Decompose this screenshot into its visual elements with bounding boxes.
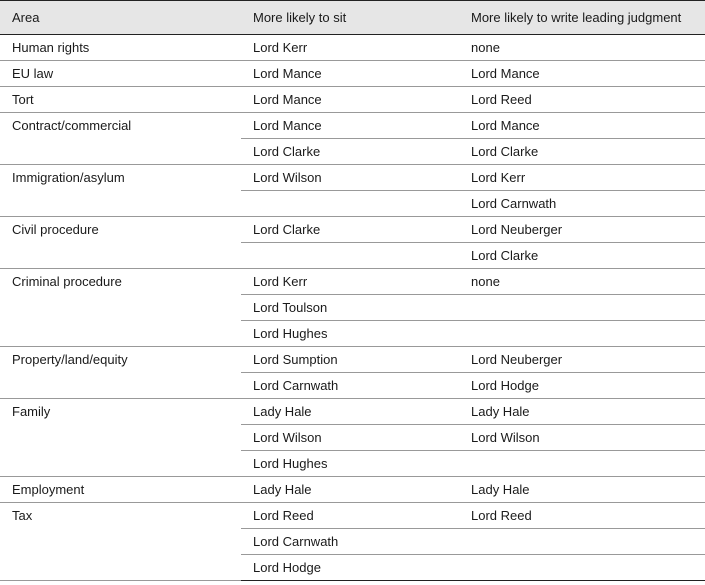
sit-cell: Lord Toulson <box>241 295 459 321</box>
area-cell: Tax <box>0 503 241 581</box>
sit-cell: Lord Mance <box>241 113 459 139</box>
leading-cell <box>459 451 705 477</box>
sit-cell: Lord Kerr <box>241 269 459 295</box>
table-row <box>0 61 705 87</box>
table-row <box>0 35 705 61</box>
sit-cell: Lord Clarke <box>241 217 459 243</box>
header-leading: More likely to write leading judgment <box>459 1 705 35</box>
leading-cell: none <box>459 269 705 295</box>
sit-cell: Lord Wilson <box>241 425 459 451</box>
leading-cell: Lord Reed <box>459 87 705 113</box>
header-area: Area <box>0 1 241 35</box>
leading-cell: Lord Mance <box>459 61 705 87</box>
leading-cell: Lord Neuberger <box>459 217 705 243</box>
sit-cell: Lord Hughes <box>241 451 459 477</box>
leading-cell: Lady Hale <box>459 477 705 503</box>
table-row <box>0 477 705 503</box>
sit-cell: Lord Sumption <box>241 347 459 373</box>
area-cell: Property/land/equity <box>0 347 241 399</box>
sit-cell: Lord Carnwath <box>241 529 459 555</box>
table-row <box>0 113 705 139</box>
leading-cell <box>459 321 705 347</box>
sit-cell: Lord Wilson <box>241 165 459 191</box>
leading-cell <box>459 555 705 581</box>
table-header <box>0 1 705 35</box>
sit-cell: Lord Hughes <box>241 321 459 347</box>
leading-cell: Lord Mance <box>459 113 705 139</box>
sit-cell: Lady Hale <box>241 477 459 503</box>
area-cell: Contract/commercial <box>0 113 241 165</box>
sit-cell: Lord Mance <box>241 61 459 87</box>
leading-cell: Lord Clarke <box>459 139 705 165</box>
sit-cell: Lord Hodge <box>241 555 459 581</box>
leading-cell: none <box>459 35 705 61</box>
leading-cell: Lord Neuberger <box>459 347 705 373</box>
sit-cell: Lady Hale <box>241 399 459 425</box>
area-cell: Civil procedure <box>0 217 241 269</box>
sit-cell: Lord Mance <box>241 87 459 113</box>
sit-cell: Lord Reed <box>241 503 459 529</box>
leading-cell: Lord Carnwath <box>459 191 705 217</box>
table-row <box>0 217 705 243</box>
table-row <box>0 87 705 113</box>
header-sit: More likely to sit <box>241 1 459 35</box>
table-row <box>0 347 705 373</box>
leading-cell: Lord Clarke <box>459 243 705 269</box>
leading-cell <box>459 529 705 555</box>
leading-cell: Lord Reed <box>459 503 705 529</box>
area-cell: EU law <box>0 61 241 87</box>
area-cell: Criminal procedure <box>0 269 241 347</box>
table-row <box>0 269 705 295</box>
area-cell: Human rights <box>0 35 241 61</box>
leading-cell <box>459 295 705 321</box>
sit-cell <box>241 191 459 217</box>
leading-cell: Lord Wilson <box>459 425 705 451</box>
table-row <box>0 399 705 425</box>
sit-cell: Lord Clarke <box>241 139 459 165</box>
area-cell: Immigration/asylum <box>0 165 241 217</box>
header-row <box>0 1 705 35</box>
area-cell: Family <box>0 399 241 477</box>
table-row <box>0 503 705 529</box>
table-row <box>0 165 705 191</box>
sit-cell: Lord Kerr <box>241 35 459 61</box>
leading-cell: Lady Hale <box>459 399 705 425</box>
leading-cell: Lord Hodge <box>459 373 705 399</box>
area-cell: Tort <box>0 87 241 113</box>
sit-cell: Lord Carnwath <box>241 373 459 399</box>
table-body <box>0 35 705 581</box>
leading-cell: Lord Kerr <box>459 165 705 191</box>
area-cell: Employment <box>0 477 241 503</box>
sit-cell <box>241 243 459 269</box>
